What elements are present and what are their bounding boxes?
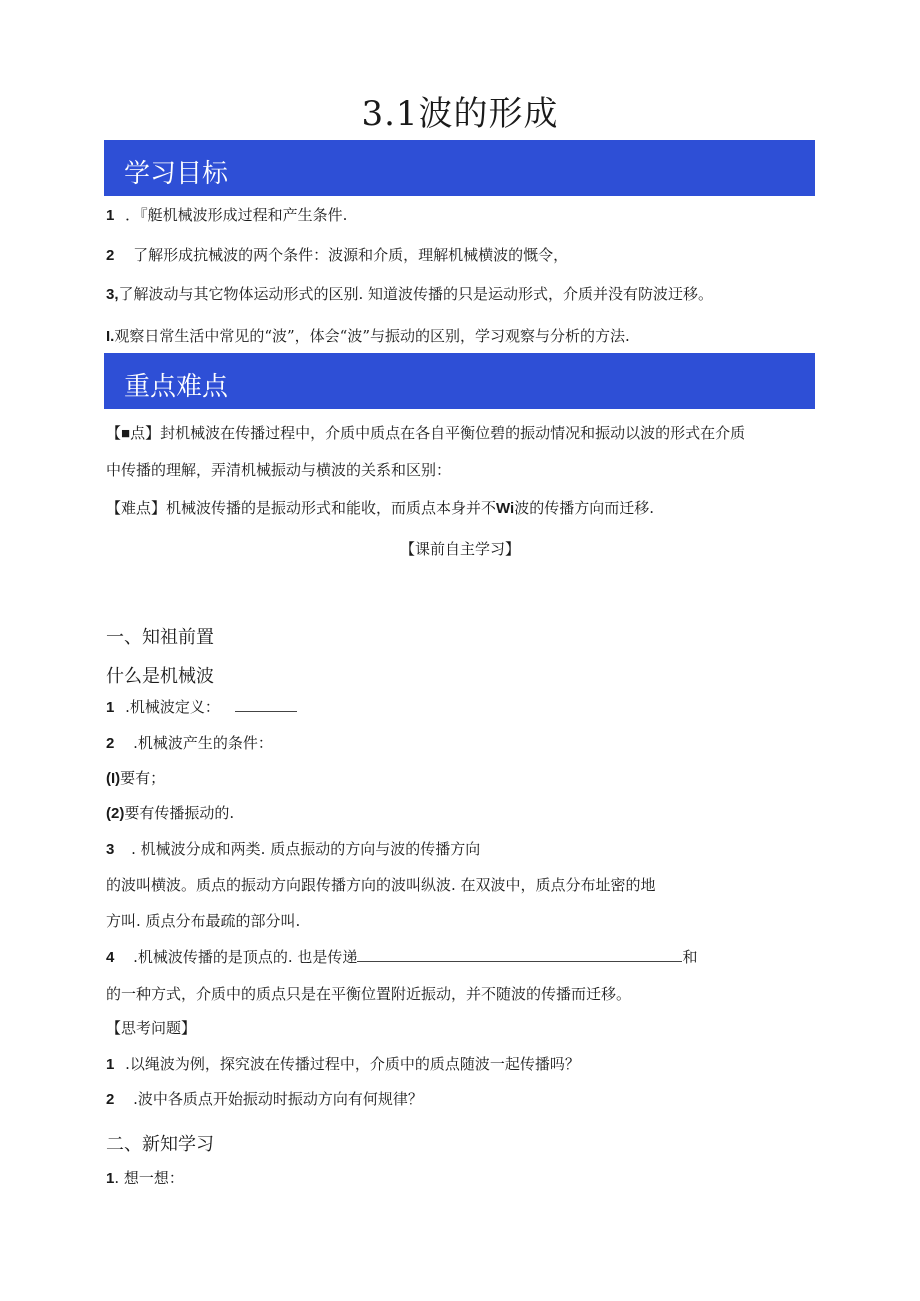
goal-text: 了解形成抗械波的两个条件：波源和介质，理解机械横波的慨令， — [133, 246, 569, 264]
think-heading: 【思考问题】 — [106, 1019, 197, 1037]
difficult-point-bold: Wi — [496, 500, 515, 517]
think-question-1 — [106, 1053, 580, 1074]
goal-text: ．『艇机械波形成过程和产生条件. — [125, 206, 348, 224]
think-number: 1 — [106, 1056, 115, 1073]
question-text: .机械波传播的是顶点的. 也是传递 — [133, 948, 358, 966]
difficult-point-text: 【难点】机械波传播的是振动形式和能收，而质点本身并不 — [106, 499, 497, 517]
banner-key-points — [104, 353, 815, 409]
subquestion-text: 要有； — [120, 769, 166, 787]
key-point-mark: ■ — [121, 425, 131, 442]
goal-number: 3, — [106, 286, 119, 303]
page-title: 3.1波的形成 — [361, 94, 559, 134]
think-text: .波中各质点开始振动时振动方向有何规律？ — [133, 1090, 423, 1108]
new-item-number: 1 — [106, 1170, 115, 1187]
goal-number: 1 — [106, 207, 115, 224]
subquestion-text: 要有传播振动的. — [124, 804, 235, 822]
new-item-text: . 想一想： — [114, 1169, 184, 1187]
question-2b — [106, 802, 234, 823]
question-text: . 机械波分成和两类. 质点振动的方向与波的传播方向 — [131, 840, 481, 858]
key-point-bracket: 【 — [106, 424, 122, 442]
goal-item-1 — [106, 204, 347, 225]
think-text: .以绳波为例，探究波在传播过程中，介质中的质点随波一起传播吗？ — [125, 1055, 580, 1073]
goal-item-3 — [106, 283, 713, 304]
answer-blank — [235, 710, 297, 712]
question-4-line-2: 的一种方式，介质中的质点只是在平衡位置附近振动，并不随波的传播而迁移。 — [106, 985, 632, 1003]
question-1 — [106, 696, 297, 717]
goal-number: 2 — [106, 247, 115, 264]
subquestion-number: (I) — [106, 770, 121, 787]
self-study-heading: 【课前自主学习】 — [399, 540, 520, 558]
section-heading-prior-knowledge: 一、知祖前置 — [106, 627, 214, 648]
subquestion-number: (2) — [106, 805, 125, 822]
banner-learning-goals-label: 学习目标 — [124, 159, 229, 189]
question-number: 2 — [106, 735, 115, 752]
question-text: .机械波产生的条件： — [133, 734, 273, 752]
think-question-2 — [106, 1088, 423, 1109]
new-item-1 — [106, 1167, 184, 1188]
key-point-line-2: 中传播的理解，弄清机械振动与横波的关系和区别： — [106, 461, 452, 479]
think-number: 2 — [106, 1091, 115, 1108]
answer-blank — [357, 960, 682, 962]
banner-learning-goals — [104, 140, 815, 196]
section-heading-new-knowledge: 二、新知学习 — [106, 1134, 214, 1155]
question-text-end: 和 — [682, 948, 698, 966]
question-number: 3 — [106, 841, 115, 858]
subtitle-mechanical-wave: 什么是机械波 — [106, 666, 214, 687]
question-3-line-3: 方叫. 质点分布最疏的部分叫. — [106, 912, 301, 930]
banner-key-points-label: 重点难点 — [124, 372, 229, 402]
question-4-line-1 — [106, 946, 697, 967]
key-point-text: 点】封机械波在传播过程中，介质中质点在各自平衡位碧的振动情况和振动以波的形式在介质 — [130, 424, 746, 442]
goal-item-4 — [106, 325, 630, 346]
goal-item-2 — [106, 244, 568, 265]
key-point-line-1 — [106, 422, 745, 443]
question-2 — [106, 732, 273, 753]
difficult-point-tail: 波的传播方向而迁移. — [514, 499, 654, 517]
goal-text: 观察日常生活中常见的“波”，体会“波”与振动的区别，学习观察与分析的方法. — [114, 327, 630, 345]
question-number: 1 — [106, 699, 115, 716]
question-3-line-1 — [106, 838, 480, 859]
question-number: 4 — [106, 949, 115, 966]
difficult-point — [106, 497, 654, 518]
goal-number: I. — [106, 328, 115, 345]
goal-text: 了解波动与其它物体运动形式的区别. 知道波传播的只是运动形式，介质并没有防波迂移。 — [118, 285, 714, 303]
question-text: .机械波定义： — [125, 698, 220, 716]
question-2a — [106, 767, 165, 788]
question-3-line-2: 的波叫横波。质点的振动方向跟传播方向的波叫纵波. 在双波中，质点分布址密的地 — [106, 876, 656, 894]
